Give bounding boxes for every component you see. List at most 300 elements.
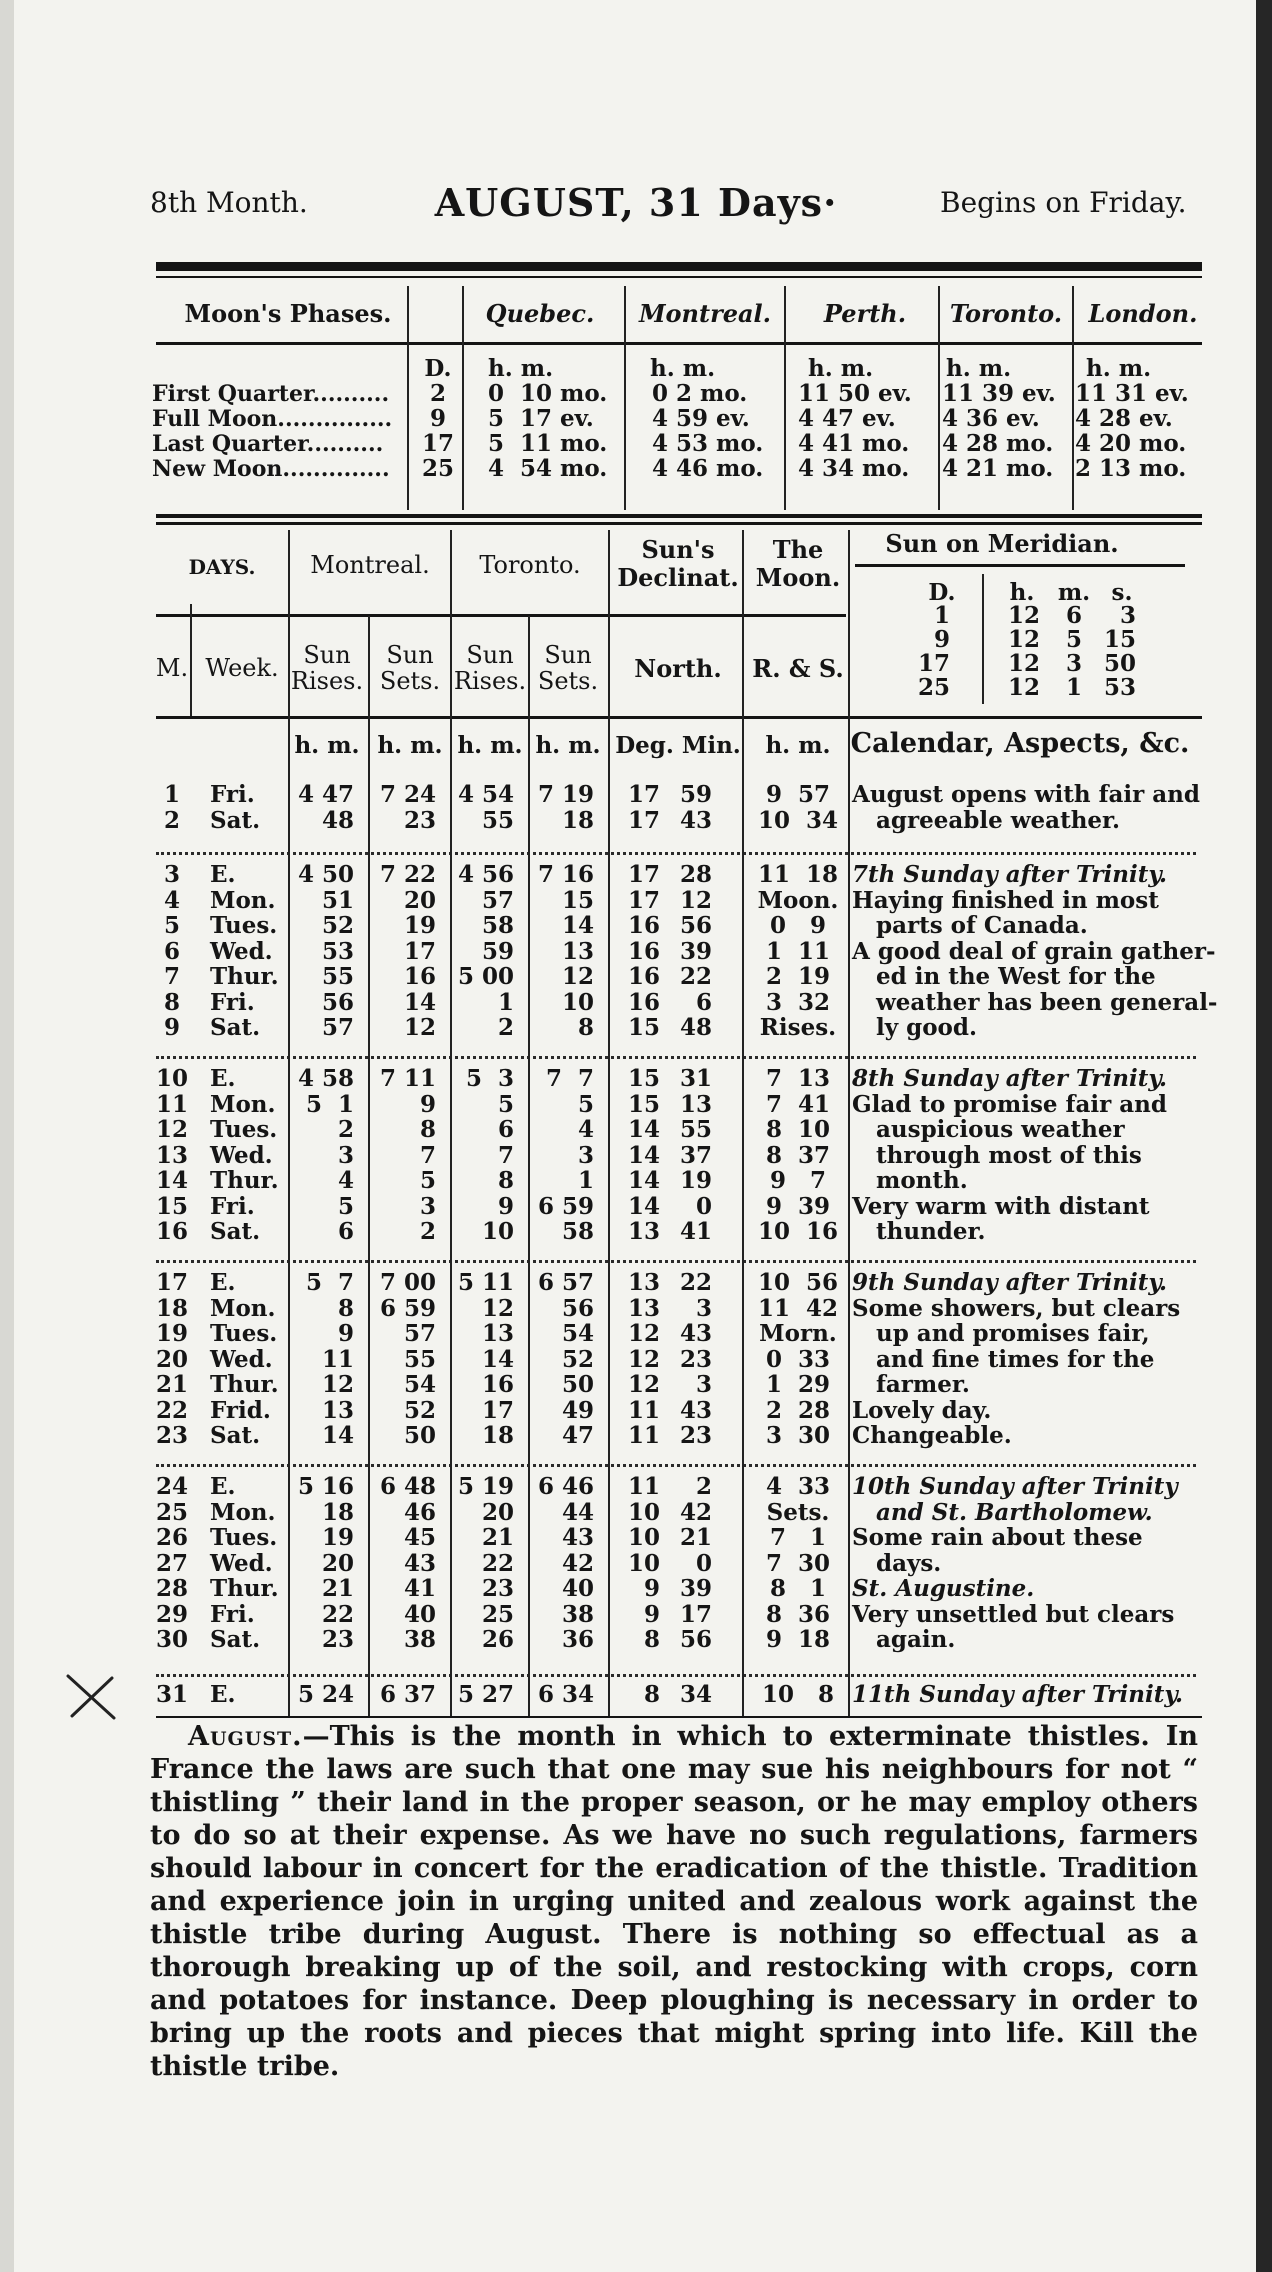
calendar-note: Some showers, but clears — [852, 1294, 1181, 1322]
montreal-rises: 51 — [321, 886, 354, 914]
phase-perth: 11 50 ev. — [798, 380, 912, 407]
phases-head-hm-1: h. m. — [488, 355, 554, 382]
declin-degrees: 16 — [627, 988, 660, 1016]
montreal-sets: 9 — [419, 1090, 436, 1118]
phase-montreal: 4 53 mo. — [652, 430, 764, 457]
declin-minutes: 0 — [695, 1192, 712, 1220]
toronto-rises: 55 — [481, 806, 514, 834]
declin-degrees: 15 — [627, 1014, 660, 1041]
moon-rise-set: 9 57 — [765, 781, 831, 808]
toronto-sets: 6 34 — [537, 1681, 594, 1708]
col-week: Week. — [205, 654, 279, 682]
day-of-week: E. — [210, 1473, 236, 1500]
day-number: 31 — [155, 1681, 189, 1708]
calendar-note: thunder. — [876, 1218, 986, 1245]
montreal-sets: 19 — [403, 912, 436, 939]
calendar-note: Lovely day. — [852, 1396, 992, 1424]
essay-body: —This is the month in which to exterminate thistles. In France the laws are such that one may sue his neighbours for not “ thistling ” their land in the proper season, or he may employ others to do so at their expense. As we have no such regulations, farmers should labour in concert for the eradication of the thistle. Tradition and experience join in urging united and zealous work against the thistle tribe during August. There is nothing so effectual as a thorough breaking up of the soil, and restocking with crops, corn and potatoes for instance. Deep ploughing is necessary in order to bring up the roots and pieces that might spring into life. Kill the thistle tribe. — [150, 1721, 1198, 2082]
phase-day: 9 — [429, 405, 447, 432]
declin-minutes: 28 — [679, 861, 712, 888]
city-perth: Perth. — [823, 299, 907, 328]
meridian-minute: 5 — [1065, 626, 1082, 653]
montreal-sets: 20 — [403, 886, 436, 914]
phase-toronto: 4 28 mo. — [942, 430, 1054, 457]
montreal-rises: 9 — [337, 1320, 354, 1347]
meridian-title: Sun on Meridian. — [885, 529, 1119, 558]
calendar-note: Haying finished in most — [852, 886, 1159, 914]
montreal-sets: 46 — [403, 1498, 436, 1526]
phase-quebec: 4 54 mo. — [488, 455, 608, 482]
montreal-rises: 12 — [321, 1371, 354, 1398]
day-number: 13 — [155, 1141, 189, 1169]
top-rule-thick — [156, 262, 1202, 271]
moon-rise-set: 0 9 — [769, 912, 827, 939]
calendar-note: August opens with fair and — [852, 781, 1200, 808]
montreal-rises: 5 16 — [297, 1473, 354, 1500]
city-london: London. — [1088, 299, 1198, 328]
montreal-sets: 14 — [403, 988, 436, 1016]
day-number: 8 — [163, 988, 181, 1016]
mtl-rises-1: Sun — [303, 641, 351, 669]
mid-rule-2 — [156, 522, 1202, 525]
declin-degrees: 11 — [627, 1422, 660, 1449]
montreal-sets: 41 — [403, 1575, 436, 1602]
moon-rise-set: 0 33 — [765, 1345, 831, 1373]
day-of-week: Frid. — [210, 1396, 271, 1424]
moon-rise-set: 7 41 — [765, 1090, 831, 1118]
montreal-sets: 7 — [419, 1141, 436, 1169]
meridian-head-s: s. — [1111, 579, 1133, 606]
calendar-note: again. — [876, 1626, 956, 1653]
montreal-rises: 13 — [321, 1396, 354, 1424]
day-of-week: Thur. — [210, 1371, 279, 1398]
montreal-sets: 7 00 — [379, 1269, 436, 1296]
toronto-sets: 5 — [577, 1090, 594, 1118]
declin-degrees: 8 — [643, 1681, 660, 1708]
toronto-sets: 15 — [561, 886, 594, 914]
toronto-rises: 2 — [497, 1014, 514, 1041]
declin-minutes: 56 — [679, 912, 712, 939]
calendar-note: and St. Bartholomew. — [876, 1498, 1153, 1526]
calendar-note: 7th Sunday after Trinity. — [852, 861, 1168, 888]
toronto-sets: 47 — [561, 1422, 594, 1449]
day-number: 11 — [155, 1090, 189, 1118]
calendar-note: through most of this — [876, 1141, 1142, 1169]
montreal-rises: 14 — [321, 1422, 354, 1449]
day-number: 30 — [155, 1626, 189, 1653]
meridian-hour: 12 — [1007, 650, 1040, 677]
col-m: M. — [155, 654, 189, 682]
begins-on: Begins on Friday. — [940, 186, 1187, 219]
meridian-hour: 12 — [1007, 674, 1040, 701]
day-of-week: Sat. — [210, 1218, 261, 1245]
declin-minutes: 48 — [679, 1014, 712, 1041]
day-number: 21 — [155, 1371, 189, 1398]
moon-rise-set: Sets. — [766, 1498, 830, 1526]
phases-divider-5 — [938, 286, 940, 510]
phases-head-hm-3: h. m. — [808, 355, 874, 382]
toronto-rises: 21 — [481, 1524, 514, 1551]
toronto-rises: 5 — [497, 1090, 514, 1118]
toronto-rises: 25 — [481, 1600, 514, 1628]
phases-head-rule — [156, 342, 1202, 345]
phase-perth: 4 47 ev. — [798, 405, 896, 432]
montreal-sets: 12 — [403, 1014, 436, 1041]
moon-rise-set: 11 42 — [757, 1294, 839, 1322]
moon-rise-set: 8 10 — [765, 1116, 831, 1143]
mtl-sets-2: Sets. — [379, 667, 441, 695]
toronto-sets: 40 — [561, 1575, 594, 1602]
montreal-rises: 20 — [321, 1549, 354, 1577]
day-of-week: Tues. — [210, 1524, 278, 1551]
phases-divider-2 — [462, 286, 464, 510]
moon-rise-set: 7 30 — [765, 1549, 831, 1577]
montreal-rises: 5 — [337, 1192, 354, 1220]
calendar-note: 9th Sunday after Trinity. — [852, 1269, 1168, 1296]
montreal-sets: 7 11 — [379, 1065, 436, 1092]
calendar-note: Some rain about these — [852, 1524, 1143, 1551]
day-of-week: Sat. — [210, 1014, 261, 1041]
day-number: 29 — [155, 1600, 189, 1628]
day-of-week: E. — [210, 1269, 236, 1296]
montreal-rises: 4 — [337, 1167, 354, 1194]
declin-degrees: 17 — [627, 806, 660, 834]
montreal-rises: 5 24 — [297, 1681, 354, 1708]
moon-rise-set: 4 33 — [765, 1473, 831, 1500]
phases-label: Moon's Phases. — [184, 299, 392, 328]
col-divider-4 — [528, 616, 530, 1718]
calendar-heading: Calendar, Aspects, &c. — [850, 728, 1190, 759]
toronto-rises: 23 — [481, 1575, 514, 1602]
meridian-minute: 6 — [1065, 602, 1082, 629]
phases-divider-1 — [407, 286, 409, 510]
toronto-sets: 49 — [561, 1396, 594, 1424]
calendar-note: Glad to promise fair and — [852, 1090, 1167, 1118]
toronto-sets: 50 — [561, 1371, 594, 1398]
day-number: 28 — [155, 1575, 189, 1602]
calendar-note: agreeable weather. — [876, 806, 1121, 834]
day-of-week: Thur. — [210, 1167, 279, 1194]
day-of-week: Wed. — [210, 937, 273, 965]
calendar-note: Very warm with distant — [852, 1192, 1150, 1220]
declin-minutes: 56 — [679, 1626, 712, 1653]
toronto-rises: 26 — [481, 1626, 514, 1653]
moon-rise-set: 8 1 — [769, 1575, 827, 1602]
phases-head-hm-2: h. m. — [650, 355, 716, 382]
declin-minutes: 21 — [679, 1524, 712, 1551]
calendar-note: and fine times for the — [876, 1345, 1155, 1373]
col-north: North. — [634, 654, 722, 683]
col-divider-2 — [368, 616, 370, 1718]
calendar-note: auspicious weather — [876, 1116, 1125, 1143]
toronto-label: Toronto. — [479, 551, 581, 579]
toronto-sets: 12 — [561, 963, 594, 990]
phase-quebec: 5 17 ev. — [488, 405, 594, 432]
meridian-rule — [855, 564, 1185, 567]
montreal-sets: 7 22 — [379, 861, 436, 888]
toronto-rises: 5 27 — [457, 1681, 514, 1708]
declin-minutes: 37 — [679, 1141, 712, 1169]
day-of-week: Tues. — [210, 1116, 278, 1143]
week-separator — [156, 852, 1196, 855]
meridian-minute: 3 — [1065, 650, 1082, 677]
declin-degrees: 11 — [627, 1396, 660, 1424]
toronto-sets: 42 — [561, 1549, 594, 1577]
essay-paragraph — [150, 1720, 1198, 2083]
title-text: AUGUST, 31 Days — [434, 180, 824, 225]
montreal-sets: 5 — [419, 1167, 436, 1194]
toronto-sets: 4 — [577, 1116, 594, 1143]
montreal-sets: 38 — [403, 1626, 436, 1653]
declin-minutes: 43 — [679, 1320, 712, 1347]
declin-degrees: 14 — [627, 1167, 660, 1194]
day-of-week: Fri. — [210, 1600, 255, 1628]
toronto-sets: 8 — [577, 1014, 594, 1041]
declin-minutes: 6 — [695, 988, 712, 1016]
montreal-rises: 23 — [321, 1626, 354, 1653]
toronto-sets: 13 — [561, 937, 594, 965]
title-dot: · — [823, 180, 838, 225]
moon-rise-set: 11 18 — [757, 861, 839, 888]
declin-degrees: 15 — [627, 1065, 660, 1092]
day-of-week: Fri. — [210, 781, 255, 808]
calendar-note: farmer. — [876, 1371, 970, 1398]
declin-minutes: 3 — [695, 1294, 712, 1322]
toronto-sets: 7 19 — [537, 781, 594, 808]
montreal-label: Montreal. — [310, 551, 430, 579]
declin-degrees: 17 — [627, 861, 660, 888]
calendar-note: up and promises fair, — [876, 1320, 1150, 1347]
toronto-rises: 14 — [481, 1345, 514, 1373]
day-of-week: E. — [210, 1681, 236, 1708]
phase-perth: 4 41 mo. — [798, 430, 910, 457]
montreal-rises: 4 47 — [297, 781, 354, 808]
toronto-rises: 5 3 — [465, 1065, 514, 1092]
meridian-day: 25 — [917, 674, 950, 701]
toronto-rises: 10 — [481, 1218, 514, 1245]
phase-name: Full Moon............... — [152, 406, 393, 432]
toronto-rises: 16 — [481, 1371, 514, 1398]
toronto-sets: 14 — [561, 912, 594, 939]
declin-degrees: 14 — [627, 1116, 660, 1143]
phase-quebec: 0 10 mo. — [488, 380, 608, 407]
meridian-day: 9 — [933, 626, 950, 653]
day-number: 9 — [163, 1014, 181, 1041]
calendar-note: ed in the West for the — [876, 963, 1156, 990]
toronto-rises: 59 — [481, 937, 514, 965]
day-of-week: Mon. — [210, 886, 276, 914]
day-number: 10 — [155, 1065, 189, 1092]
meridian-minute: 1 — [1065, 674, 1082, 701]
meridian-second: 50 — [1103, 650, 1136, 677]
units-top-rule — [156, 716, 1202, 719]
table-bottom-rule — [156, 1716, 1202, 1718]
moon-rise-set: 1 11 — [765, 937, 831, 965]
toronto-rises: 57 — [481, 886, 514, 914]
phase-name: First Quarter.......... — [152, 381, 390, 407]
toronto-sets: 38 — [561, 1600, 594, 1628]
declin-minutes: 59 — [679, 781, 712, 808]
city-montreal: Montreal. — [638, 299, 772, 328]
toronto-rises: 20 — [481, 1498, 514, 1526]
phase-name: New Moon.............. — [152, 456, 390, 482]
toronto-rises: 5 00 — [457, 963, 514, 990]
meridian-second: 53 — [1103, 674, 1136, 701]
montreal-sets: 50 — [403, 1422, 436, 1449]
declin-degrees: 16 — [627, 912, 660, 939]
meridian-second: 3 — [1119, 602, 1136, 629]
declin-minutes: 55 — [679, 1116, 712, 1143]
top-rule-thin — [156, 276, 1202, 278]
calendar-note: A good deal of grain gather- — [852, 937, 1216, 965]
toronto-rises: 22 — [481, 1549, 514, 1577]
meridian-hour: 12 — [1007, 602, 1040, 629]
phase-day: 2 — [429, 380, 447, 407]
toronto-rises: 5 11 — [457, 1269, 514, 1296]
day-number: 4 — [163, 886, 181, 914]
day-of-week: Sat. — [210, 806, 261, 834]
declin-label-1: Sun's — [641, 535, 715, 564]
montreal-rises: 5 7 — [305, 1269, 354, 1296]
declin-degrees: 12 — [627, 1371, 660, 1398]
day-number: 25 — [155, 1498, 189, 1526]
mid-rule-1 — [156, 514, 1202, 518]
toronto-sets: 10 — [561, 988, 594, 1016]
week-separator — [156, 1260, 1196, 1263]
handwritten-x-mark — [64, 1672, 120, 1722]
phase-montreal: 4 46 mo. — [652, 455, 764, 482]
calendar-note: Very unsettled but clears — [852, 1600, 1175, 1628]
meridian-head-m: m. — [1057, 579, 1091, 606]
calendar-note: parts of Canada. — [876, 912, 1088, 939]
day-number: 5 — [163, 912, 181, 939]
day-of-week: E. — [210, 1065, 236, 1092]
calendar-note: month. — [876, 1167, 968, 1194]
day-number: 7 — [163, 963, 181, 990]
toronto-rises: 9 — [497, 1192, 514, 1220]
declin-minutes: 41 — [679, 1218, 712, 1245]
toronto-sets: 6 57 — [537, 1269, 594, 1296]
montreal-sets: 17 — [403, 937, 436, 965]
day-number: 23 — [155, 1422, 189, 1449]
meridian-day: 1 — [933, 602, 950, 629]
moon-rise-set: 10 8 — [761, 1681, 835, 1708]
tor-sets-2: Sets. — [537, 667, 599, 695]
unit-mtl-rises: h. m. — [294, 732, 360, 759]
moon-rise-set: 3 30 — [765, 1422, 831, 1449]
day-of-week: Thur. — [210, 963, 279, 990]
day-of-week: Mon. — [210, 1498, 276, 1526]
toronto-rises: 7 — [497, 1141, 514, 1169]
day-number: 2 — [163, 806, 181, 834]
montreal-rises: 2 — [337, 1116, 354, 1143]
declin-minutes: 23 — [679, 1345, 712, 1373]
calendar-note: weather has been general- — [876, 988, 1218, 1016]
montreal-sets: 57 — [403, 1320, 436, 1347]
meridian-divider — [982, 574, 984, 704]
day-of-week: Wed. — [210, 1345, 273, 1373]
calendar-note: Changeable. — [852, 1422, 1012, 1449]
phase-london: 4 28 ev. — [1075, 405, 1173, 432]
day-of-week: Tues. — [210, 1320, 278, 1347]
montreal-rises: 5 1 — [305, 1090, 354, 1118]
toronto-sets: 1 — [577, 1167, 594, 1194]
declin-degrees: 16 — [627, 937, 660, 965]
day-number: 17 — [155, 1269, 189, 1296]
moon-rise-set: 8 36 — [765, 1600, 831, 1628]
unit-tor-rises: h. m. — [457, 732, 523, 759]
day-number: 16 — [155, 1218, 189, 1245]
montreal-sets: 52 — [403, 1396, 436, 1424]
montreal-rises: 48 — [321, 806, 354, 834]
declin-minutes: 34 — [679, 1681, 712, 1708]
montreal-rises: 57 — [321, 1014, 354, 1041]
week-separator — [156, 1464, 1196, 1467]
montreal-sets: 43 — [403, 1549, 436, 1577]
calendar-note: 8th Sunday after Trinity. — [852, 1065, 1168, 1092]
phases-head-d: D. — [424, 355, 452, 382]
day-of-week: Fri. — [210, 988, 255, 1016]
phase-day: 17 — [421, 430, 455, 457]
day-of-week: Wed. — [210, 1141, 273, 1169]
tor-sets-1: Sun — [544, 641, 592, 669]
toronto-rises: 17 — [481, 1396, 514, 1424]
city-toronto: Toronto. — [949, 299, 1063, 328]
declin-minutes: 22 — [679, 1269, 712, 1296]
declin-minutes: 42 — [679, 1498, 712, 1526]
moon-rise-set: 7 13 — [765, 1065, 831, 1092]
moon-rise-set: 9 18 — [765, 1626, 831, 1653]
days-label: DAYS. — [188, 555, 256, 579]
declin-minutes: 43 — [679, 806, 712, 834]
declin-minutes: 22 — [679, 963, 712, 990]
toronto-rises: 58 — [481, 912, 514, 939]
day-number: 22 — [155, 1396, 189, 1424]
montreal-sets: 16 — [403, 963, 436, 990]
declin-degrees: 13 — [627, 1218, 660, 1245]
phase-london: 4 20 mo. — [1075, 430, 1187, 457]
declin-minutes: 17 — [679, 1600, 712, 1628]
phase-london: 11 31 ev. — [1075, 380, 1189, 407]
day-of-week: Wed. — [210, 1549, 273, 1577]
toronto-rises: 12 — [481, 1294, 514, 1322]
unit-tor-sets: h. m. — [535, 732, 601, 759]
toronto-sets: 52 — [561, 1345, 594, 1373]
phase-montreal: 0 2 mo. — [652, 380, 748, 407]
moon-label-2: Moon. — [755, 563, 841, 592]
phases-divider-6 — [1072, 286, 1074, 510]
phases-head-hm-4: h. m. — [946, 355, 1012, 382]
toronto-sets: 18 — [561, 806, 594, 834]
day-number: 18 — [155, 1294, 189, 1322]
day-of-week: Sat. — [210, 1422, 261, 1449]
day-number: 24 — [155, 1473, 189, 1500]
calendar-note: ly good. — [876, 1014, 977, 1041]
toronto-sets: 36 — [561, 1626, 594, 1653]
day-number: 6 — [163, 937, 181, 965]
declin-minutes: 3 — [695, 1371, 712, 1398]
day-number: 19 — [155, 1320, 189, 1347]
montreal-sets: 55 — [403, 1345, 436, 1373]
phases-head-hm-5: h. m. — [1086, 355, 1152, 382]
toronto-sets: 7 7 — [545, 1065, 594, 1092]
day-number: 20 — [155, 1345, 189, 1373]
declin-minutes: 23 — [679, 1422, 712, 1449]
toronto-rises: 1 — [497, 988, 514, 1016]
calendar-note: St. Augustine. — [852, 1575, 1035, 1602]
declin-degrees: 9 — [643, 1600, 660, 1628]
declin-degrees: 12 — [627, 1320, 660, 1347]
